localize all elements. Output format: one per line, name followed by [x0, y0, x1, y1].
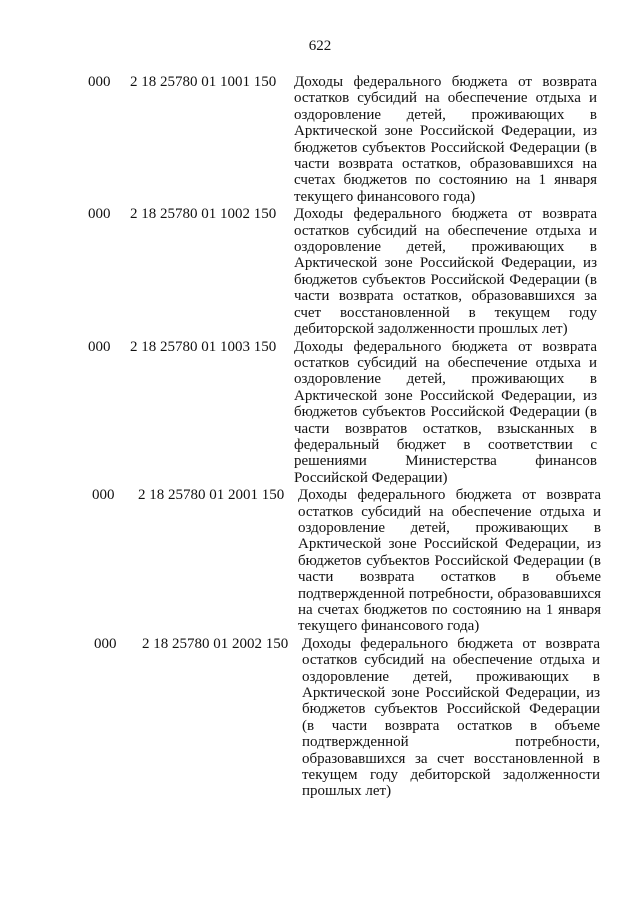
budget-classification-code: 2 18 25780 01 1002 150 [130, 206, 277, 223]
admin-code: 000 [88, 206, 111, 223]
admin-code: 000 [88, 338, 111, 355]
admin-code: 000 [88, 74, 111, 90]
income-description: Доходы федерального бюджета от возврата остатков субсидий на обеспечение отдыха и оздоровление детей, проживающих в Арктической зоне Российской Федерации, из бюджетов субъектов Российской Федерации (в части возврата остатков, образовавшихся на счетах бюджетов по состоянию на 1 января текущего финансового года) [294, 74, 597, 205]
income-description: Доходы федерального бюджета от возврата остатков субсидий на обеспечение отдыха и оздоровление детей, проживающих в Арктической зоне Российской Федерации, из бюджетов субъектов Российской Федерации (в части возврата остатков, образовавшихся за счет восстановленной в текущем году дебиторской задолженности прошлых лет) [294, 206, 597, 338]
table-row [0, 74, 640, 205]
budget-classification-code: 2 18 25780 01 1001 150 [130, 74, 277, 90]
page-number: 622 [308, 38, 332, 54]
table-row [0, 487, 640, 635]
admin-code: 000 [94, 635, 117, 652]
table-row [0, 206, 640, 337]
budget-classification-code: 2 18 25780 01 1003 150 [130, 338, 277, 355]
income-description: Доходы федерального бюджета от возврата остатков субсидий на обеспечение отдыха и оздоровление детей, проживающих в Арктической зоне Российской Федерации, из бюджетов субъектов Российской Федерации (в части возврата остатков в объеме подтвержденной потребности, образовавшихся на счетах бюджетов по состоянию на 1 января текущего финансового года) [298, 487, 601, 635]
income-description: Доходы федерального бюджета от возврата остатков субсидий на обеспечение отдыха и оздоровление детей, проживающих в Арктической зоне Российской Федерации, из бюджетов субъектов Российской Федерации (в части возврата остатков в объеме подтвержденной потребности, образовавшихся за счет восстановленной в текущем году дебиторской задолженности прошлых лет) [302, 635, 600, 800]
budget-code-table [0, 74, 640, 800]
table-row [0, 339, 640, 487]
budget-classification-code: 2 18 25780 01 2001 150 [138, 487, 285, 504]
admin-code: 000 [92, 487, 115, 504]
income-description: Доходы федерального бюджета от возврата остатков субсидий на обеспечение отдыха и оздоровление детей, проживающих в Арктической зоне Российской Федерации, из бюджетов субъектов Российской Федерации (в части возвратов остатков, взысканных в федеральный бюджет в соответствии с решениями Министерства финансов Российской Федерации) [294, 338, 597, 486]
budget-classification-code: 2 18 25780 01 2002 150 [142, 635, 289, 652]
table-row [0, 636, 640, 800]
